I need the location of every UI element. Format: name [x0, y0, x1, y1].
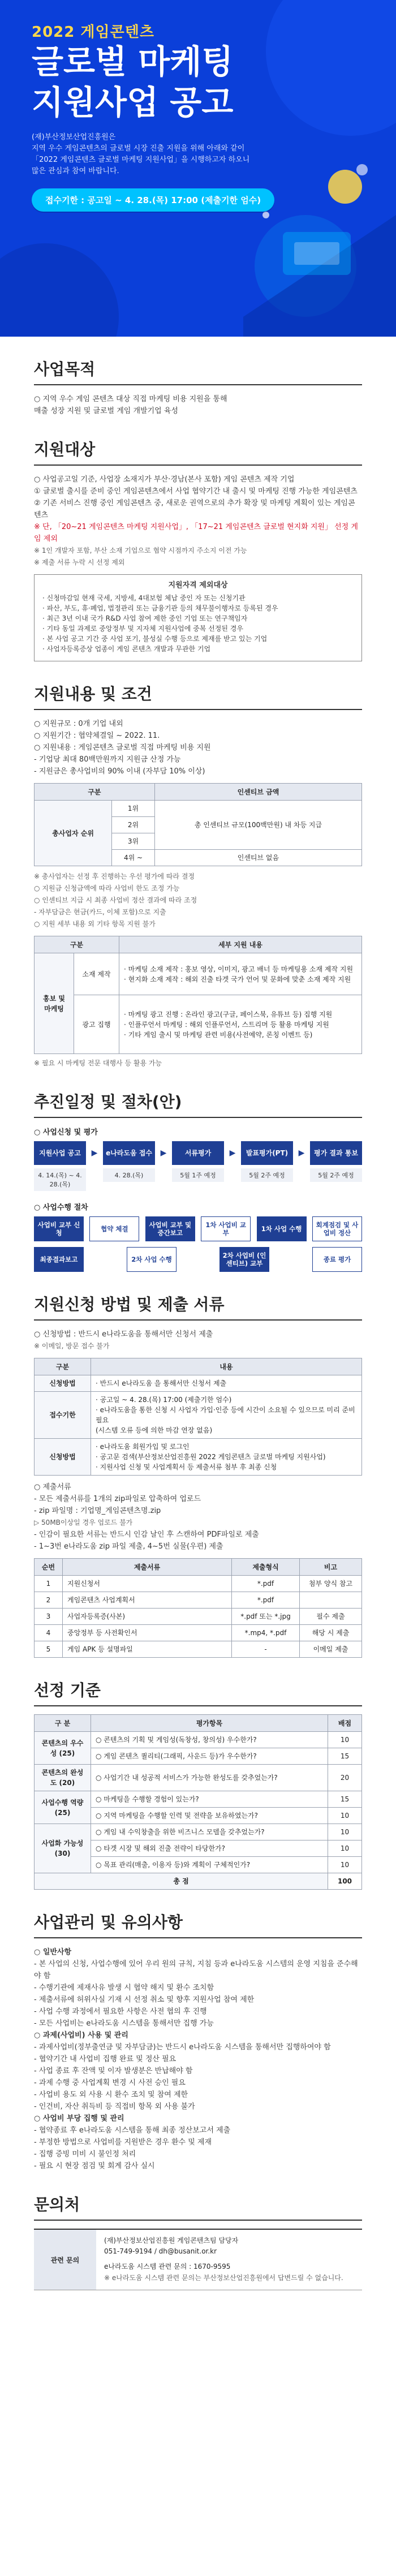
- contact-label: 관련 문의: [34, 2230, 96, 2290]
- section-title: 사업관리 및 유의사항: [34, 1910, 362, 1938]
- section-title: 사업목적: [34, 357, 362, 385]
- exclusion-box-title: 지원자격 제외대상: [168, 581, 228, 590]
- flow-step-label: 발표평가(PT): [241, 1141, 293, 1165]
- section-process: [34, 1090, 362, 1272]
- table-cell: 2위: [112, 817, 155, 833]
- table-cell: 5: [35, 1641, 63, 1658]
- table-cell: · 공고일 ~ 4. 28.(목) 17:00 (제출기한 엄수) · e나라도움을 통한 신청 시 사업자 가입·인증 등에 시간이 소요될 수 있으므로 미리 준비 필요 (시스템 오류 등에 의한 마감 연장 없음): [91, 1392, 362, 1439]
- process-subtitle: ○ 사업신청 및 평가: [34, 1128, 98, 1137]
- table-cell: 사업수행 역량 (25): [35, 1791, 91, 1824]
- table-row: [35, 1824, 362, 1840]
- table-cell: ○ 목표 관리(매출, 이용자 등)와 계획이 구체적인가?: [91, 1857, 328, 1873]
- docs-line: - 1~3번 e나라도움 zip 파일 제출, 4~5번 실물(우편) 제출: [34, 1542, 223, 1551]
- table-cell: 중앙정부 등 사전확인서: [63, 1625, 232, 1641]
- flow-step-label: e나라도움 접수: [103, 1141, 155, 1165]
- incentive-table: [34, 783, 362, 866]
- support-line: ○ 지원내용 : 게임콘텐츠 글로벌 직접 마케팅 비용 지원: [34, 743, 211, 752]
- table-row: [35, 1641, 362, 1658]
- exclusion-line: · 본 사업 공고 기간 중 사업 포기, 불성실 수행 등으로 제재를 받고 있는 기업: [42, 635, 268, 643]
- execution-step: 회계점검 및 사업비 정산: [312, 1216, 362, 1241]
- table-cell: 필수 제출: [300, 1609, 362, 1625]
- table-header: 구분: [35, 1358, 91, 1375]
- table-row: [35, 1392, 362, 1439]
- flow-step: [241, 1141, 293, 1182]
- table-row: [35, 1873, 362, 1890]
- exclusion-line: · 신청마감일 현재 국세, 지방세, 4대보험 체납 중인 자 또는 신청기관: [42, 594, 246, 602]
- flow-step-date: 4. 28.(목): [103, 1168, 155, 1182]
- table-row: [35, 1439, 362, 1476]
- table-cell: 10: [328, 1732, 362, 1748]
- flow-step: [34, 1141, 86, 1191]
- table-header: 내용: [91, 1358, 362, 1375]
- purpose-line: 매출 성장 지원 및 글로벌 게임 개발기업 육성: [34, 407, 178, 415]
- table-cell: ○ 게임 콘텐츠 퀄리티(그래픽, 사운드 등)가 우수한가?: [91, 1748, 328, 1765]
- contact-line: 051-749-9194 / dh@busanit.or.kr: [104, 2247, 217, 2255]
- caution-line: - 수행기관에 제재사유 발생 시 협약 해지 및 환수 조치함: [34, 1984, 214, 1992]
- table-cell: 15: [328, 1791, 362, 1808]
- table-cell: 게임콘텐츠 사업계획서: [63, 1592, 232, 1609]
- table-cell: ○ 사업기간 내 성공적 서비스가 가능한 완성도를 갖추었는가?: [91, 1765, 328, 1791]
- exclusion-line: · 사업자등록증상 업종이 게임 콘텐츠 개발과 무관한 기업: [42, 645, 211, 653]
- table-header: 배점: [328, 1715, 362, 1732]
- section-title: 지원내용 및 조건: [34, 682, 362, 710]
- table-row: [35, 1765, 362, 1791]
- table-row: [35, 1791, 362, 1808]
- contact-line: e나라도움 시스템 관련 문의 : 1670-9595: [104, 2263, 231, 2270]
- footer-spacer: [34, 2290, 362, 2304]
- table-row: [35, 1625, 362, 1641]
- table-row: [35, 1592, 362, 1609]
- table-row: [35, 1576, 362, 1592]
- support-note: - 자부담금은 현금(카드, 이체 포함)으로 지출: [34, 908, 166, 916]
- execution-step: 사업비 교부 및 중간보고: [145, 1216, 195, 1241]
- docs-intro: [34, 1481, 362, 1553]
- table-header: 인센티브 금액: [154, 784, 361, 801]
- table-cell: ○ 게임 내 수익창출을 위한 비즈니스 모델을 갖추었는가?: [91, 1824, 328, 1840]
- hero-title-line2: 지원사업 공고: [32, 83, 234, 122]
- table-header: 순번: [35, 1559, 63, 1576]
- support-note: ○ 지원 세부 내용 외 기타 항목 지원 불가: [34, 920, 156, 928]
- method-line: ※ 이메일, 방문 접수 불가: [34, 1342, 110, 1350]
- hero-year: 2022 게임콘텐츠: [32, 24, 154, 41]
- caution-line: - 과제 수행 중 사업계획 변경 시 사전 승인 필요: [34, 2079, 186, 2087]
- section-title: 선정 기준: [34, 1678, 362, 1706]
- table-cell: 해당 시 제출: [300, 1625, 362, 1641]
- hero-content: [32, 20, 371, 212]
- table-cell: 신청방법: [35, 1375, 91, 1392]
- table-cell: -: [232, 1641, 300, 1658]
- flow-step: [103, 1141, 155, 1182]
- table-header: 세부 지원 내용: [119, 936, 362, 953]
- section-title: 지원신청 방법 및 제출 서류: [34, 1292, 362, 1321]
- documents-table: [34, 1558, 362, 1658]
- table-cell: 10: [328, 1824, 362, 1840]
- table-cell: 10: [328, 1808, 362, 1824]
- section-support: [34, 682, 362, 1069]
- flow-step-date: 4. 14.(목) ~ 4. 28.(목): [34, 1168, 86, 1191]
- flow-step-date: 5월 2주 예정: [310, 1168, 362, 1182]
- execution-step: 협약 체결: [89, 1216, 139, 1241]
- target-line: ② 기존 서비스 진행 중인 게임콘텐츠 중, 새로운 권역으로의 추가 확장 및 마케팅 계획이 있는 게임콘텐츠: [34, 499, 355, 519]
- caution-line: ○ 사업비 부당 집행 및 관리: [34, 2114, 124, 2123]
- caution-line: - 협약종료 후 e나라도움 시스템을 통해 최종 정산보고서 제출: [34, 2126, 231, 2135]
- table-cell: *.mp4, *.pdf: [232, 1625, 300, 1641]
- table-header: 구분: [35, 784, 155, 801]
- application-flow: [34, 1141, 362, 1191]
- table-cell: 접수기한: [35, 1392, 91, 1439]
- execution-step: 최종결과보고: [34, 1247, 84, 1272]
- deadline-badge: 접수기한 : 공고일 ~ 4. 28.(목) 17:00 (제출기한 엄수): [32, 188, 274, 212]
- support-line: - 지원금은 총사업비의 90% 이내 (자부담 10% 이상): [34, 767, 205, 776]
- caution-line: - 모든 사업비는 e나라도움 시스템을 통해서만 집행 가능: [34, 2019, 214, 2028]
- process-subtitle: ○ 사업수행 절차: [34, 1203, 88, 1212]
- execution-step: 2차 사업 수행: [127, 1247, 177, 1272]
- execution-flow: [34, 1216, 362, 1272]
- table-header: 제출형식: [232, 1559, 300, 1576]
- hero-desc-line: 지역 우수 게임콘텐츠의 글로벌 시장 진출 지원을 위해 아래와 같이: [32, 144, 245, 153]
- table-cell: 10: [328, 1840, 362, 1857]
- flow-step-date: 5월 2주 예정: [241, 1168, 293, 1182]
- table-header-row: [35, 1715, 362, 1732]
- support-line: ○ 지원규모 : 0개 기업 내외: [34, 720, 123, 728]
- hero-desc-line: 「2022 게임콘텐츠 글로벌 마케팅 지원사업」을 시행하고자 하오니: [32, 156, 250, 164]
- table-cell: 게임 APK 등 설명파일: [63, 1641, 232, 1658]
- table-cell: 4: [35, 1625, 63, 1641]
- table-row: [35, 1609, 362, 1625]
- table-cell: *.pdf: [232, 1576, 300, 1592]
- execution-step: 종료 평가: [312, 1247, 362, 1272]
- table-cell: 사업화 가능성 (30): [35, 1824, 91, 1873]
- arrow-right-icon: ▶: [160, 1149, 167, 1158]
- caution-line: - 사업 종료 후 잔액 및 이자 발생분은 반납해야 함: [34, 2067, 193, 2075]
- table-cell: 1: [35, 1576, 63, 1592]
- table-cell: 10: [328, 1857, 362, 1873]
- caution-line: - 부정한 방법으로 사업비를 지원받은 경우 환수 및 제재: [34, 2138, 212, 2147]
- table-header: 제출서류: [63, 1559, 232, 1576]
- flow-step-date: 5월 1주 예정: [172, 1168, 224, 1182]
- table-cell: · 반드시 e나라도움 을 통해서만 신청서 제출: [91, 1375, 362, 1392]
- section-purpose: [34, 357, 362, 417]
- main-content: [0, 357, 396, 2304]
- section-contact: [34, 2192, 362, 2290]
- execution-step: 1차 사업비 교부: [201, 1216, 251, 1241]
- arrow-right-icon: ▶: [298, 1149, 305, 1158]
- table-header-row: [35, 784, 362, 801]
- flow-step: [310, 1141, 362, 1182]
- target-line: ※ 1인 개발자 포함, 부산 소재 기업으로 협약 시점까지 주소지 이전 가능: [34, 547, 247, 554]
- caution-line: - 사업비 용도 외 사용 시 환수 조치 및 참여 제한: [34, 2091, 188, 2099]
- table-cell: 광고 집행: [74, 995, 119, 1054]
- table-header: 평가항목: [91, 1715, 328, 1732]
- table-header: 구 분: [35, 1715, 91, 1732]
- support-note: ※ 총사업자는 선정 후 진행하는 우선 평가에 따라 결정: [34, 872, 195, 880]
- docs-line: - 모든 제출서류를 1개의 zip파일로 압축하여 업로드: [34, 1495, 201, 1503]
- caution-line: - 과제사업비(정부출연금 및 자부담금)는 반드시 e나라도움 시스템을 통해서만 집행하여야 함: [34, 2043, 331, 2052]
- table-cell: 인센티브 없음: [154, 850, 361, 866]
- table-header: 구분: [35, 936, 119, 953]
- table-cell: 이메일 제출: [300, 1641, 362, 1658]
- execution-step: 2차 사업비 (인센티브) 교부: [219, 1247, 269, 1272]
- hero-desc-line: 많은 관심과 참여 바랍니다.: [32, 167, 119, 175]
- table-header-row: [35, 1559, 362, 1576]
- section-cautions: [34, 1910, 362, 2172]
- flow-step-label: 평가 결과 통보: [310, 1141, 362, 1165]
- table-cell: ○ 지역 마케팅을 수행할 인력 및 전략을 보유하였는가?: [91, 1808, 328, 1824]
- section-method: [34, 1292, 362, 1658]
- target-line: ① 글로벌 출시를 준비 중인 게임콘텐츠에서 사업 협약기간 내 출시 및 마케팅 진행 가능한 게임콘텐츠: [34, 487, 358, 496]
- hero-banner: [0, 0, 396, 337]
- contact-line: [104, 2257, 354, 2261]
- caution-line: - 필요 시 현장 점검 및 회계 감사 실시: [34, 2162, 155, 2170]
- table-cell: · 마케팅 광고 진행 : 온라인 광고(구글, 페이스북, 유튜브 등) 집행 지원 · 인플루언서 마케팅 : 해외 인플루언서, 스트리머 등 활용 마케팅 지원 · 기타 게임 출시 및 마케팅 관련 비용(사전예약, 론칭 이벤트 등): [119, 995, 362, 1054]
- table-cell: 사업자등록증(사본): [63, 1609, 232, 1625]
- flow-step-label: 지원사업 공고: [34, 1141, 86, 1165]
- caution-line: - 인건비, 자산 취득비 등 직접비 항목 외 사용 불가: [34, 2102, 195, 2111]
- caution-line: - 협약기간 내 사업비 집행 완료 및 정산 필요: [34, 2055, 177, 2063]
- table-cell: 15: [328, 1748, 362, 1765]
- docs-line: ▷ 50MB이상일 경우 업로드 불가: [34, 1519, 133, 1526]
- docs-line: ○ 제출서류: [34, 1483, 71, 1491]
- target-line: ※ 단, 「20~21 게임콘텐츠 마케팅 지원사업」, 「17~21 게임콘텐츠 글로벌 현지화 지원」 선정 게임 제외: [34, 523, 358, 543]
- table-row: [35, 1732, 362, 1748]
- table-cell: 총 점: [35, 1873, 328, 1890]
- support-notes: [34, 871, 362, 930]
- table-cell: ○ 마케팅을 수행할 경험이 있는가?: [91, 1791, 328, 1808]
- docs-line: - zip 파일명 : 기업명_게임콘텐츠명.zip: [34, 1507, 161, 1515]
- section-target: [34, 437, 362, 661]
- contact-line: (재)부산정보산업진흥원 게임콘텐츠팀 담당자: [104, 2237, 239, 2244]
- purpose-line: ○ 지역 우수 게임 콘텐츠 대상 직접 마케팅 비용 지원을 통해: [34, 395, 227, 403]
- support-note: ○ 지원금 신청금액에 따라 사업비 한도 조정 가능: [34, 884, 180, 892]
- application-table: [34, 1358, 362, 1476]
- flow-step-label: 서류평가: [172, 1141, 224, 1165]
- arrow-right-icon: ▶: [229, 1149, 236, 1158]
- table-row: [35, 995, 362, 1054]
- flow-step: [172, 1141, 224, 1182]
- section-title: 문의처: [34, 2192, 362, 2221]
- table-cell: 소재 제작: [74, 953, 119, 995]
- target-line: ○ 사업공고일 기준, 사업장 소재지가 부산·경남(본사 포함) 게임 콘텐츠 제작 기업: [34, 475, 295, 484]
- table-header-row: [35, 936, 362, 953]
- table-cell: *.pdf 또는 *.jpg: [232, 1609, 300, 1625]
- exclusion-line: · 최근 3년 이내 국가 R&D 사업 참여 제한 중인 기업 또는 연구책임자: [42, 614, 248, 622]
- docs-line: - 인감이 필요한 서류는 반드시 인감 날인 후 스캔하여 PDF파일로 제출: [34, 1530, 259, 1539]
- table-cell: 3위: [112, 833, 155, 850]
- table-cell: · 마케팅 소재 제작 : 홍보 영상, 이미지, 광고 배너 등 마케팅용 소재 제작 지원 · 현지화 소재 제작 : 해외 진출 타겟 국가 언어 및 문화에 맞춘 소재 제작 지원: [119, 953, 362, 995]
- table-cell: [300, 1592, 362, 1609]
- caution-line: ○ 과제(사업비) 사용 및 관리: [34, 2031, 128, 2040]
- support-line: - 기업당 최대 80백만원까지 지원금 산정 가능: [34, 755, 181, 764]
- table-cell: 3: [35, 1609, 63, 1625]
- caution-line: - 본 사업의 신청, 사업수행에 있어 우리 원의 규칙, 지침 등과 e나라도움 시스템의 운영 지침을 준수해야 함: [34, 1960, 358, 1980]
- target-line: ※ 제출 서류 누락 시 선정 제외: [34, 558, 125, 566]
- table-cell: 콘텐츠의 완성도 (20): [35, 1765, 91, 1791]
- support-line: ○ 지원기간 : 협약체결일 ~ 2022. 11.: [34, 732, 160, 740]
- table-cell: 총사업자 순위: [35, 801, 112, 866]
- table-cell: 20: [328, 1765, 362, 1791]
- table-cell: *.pdf: [232, 1592, 300, 1609]
- exclusion-line: · 기타 동일 과제로 중앙정부 및 지자체 지원사업에 중복 선정된 경우: [42, 625, 243, 633]
- caution-line: ○ 일반사항: [34, 1948, 72, 1956]
- contact-box: [34, 2229, 362, 2290]
- table-row: [35, 953, 362, 995]
- table-cell: 1위: [112, 801, 155, 817]
- table-cell: ○ 콘텐츠의 기획 및 게임성(독창성, 창의성) 우수한가?: [91, 1732, 328, 1748]
- hero-description: [32, 132, 298, 177]
- table-cell: · e나라도움 회원가입 및 로그인 · 공고문 검색(부산정보산업진흥원 2022 게임콘텐츠 글로벌 마케팅 지원사업) · 지원사업 신청 및 사업계획서 등 제출서류 첨부 후 최종 신청: [91, 1439, 362, 1476]
- caution-line: - 사업 수행 과정에서 필요한 사항은 사전 협의 후 진행: [34, 2007, 207, 2016]
- table-header-row: [35, 1358, 362, 1375]
- support-table-note: ※ 필요 시 마케팅 전문 대행사 등 활용 가능: [34, 1059, 162, 1067]
- arrow-right-icon: ▶: [91, 1149, 98, 1158]
- table-row: [35, 801, 362, 817]
- table-cell: 4위 ~: [112, 850, 155, 866]
- hero-title-line1: 글로벌 마케팅: [32, 42, 234, 81]
- method-line: ○ 신청방법 : 반드시 e나라도움을 통해서만 신청서 제출: [34, 1330, 213, 1339]
- table-cell: 2: [35, 1592, 63, 1609]
- caution-line: - 제출서류에 허위사실 기재 시 선정 취소 및 향후 지원사업 참여 제한: [34, 1996, 255, 2004]
- exclusion-box: [34, 574, 362, 661]
- table-row: [35, 1375, 362, 1392]
- section-title: 추진일정 및 절차(안): [34, 1090, 362, 1118]
- support-note: ○ 인센티브 지급 시 최종 사업비 정산 결과에 따라 조정: [34, 896, 197, 904]
- table-cell: 신청방법: [35, 1439, 91, 1476]
- contact-details: [96, 2230, 362, 2290]
- evaluation-table: [34, 1714, 362, 1890]
- section-title: 지원대상: [34, 437, 362, 466]
- execution-step: 1차 사업 수행: [257, 1216, 307, 1241]
- hero-desc-line: (재)부산정보산업진흥원은: [32, 133, 116, 141]
- table-header: 비고: [300, 1559, 362, 1576]
- table-cell: 총 인센티브 규모(100백만원) 내 차등 지급: [154, 801, 361, 850]
- support-detail-table: [34, 936, 362, 1054]
- contact-line: ※ e나라도움 시스템 관련 문의는 부산정보산업진흥원에서 답변드릴 수 없습니다.: [104, 2274, 343, 2282]
- table-cell: 콘텐츠의 우수성 (25): [35, 1732, 91, 1765]
- table-cell: 지원신청서: [63, 1576, 232, 1592]
- table-cell: 첨부 양식 참고: [300, 1576, 362, 1592]
- section-evaluation: [34, 1678, 362, 1890]
- exclusion-line: · 파산, 부도, 휴·폐업, 법정관리 또는 금융기관 등의 채무불이행자로 등록된 경우: [42, 604, 278, 612]
- table-cell: 100: [328, 1873, 362, 1890]
- execution-step: 사업비 교부 신청: [34, 1216, 84, 1241]
- table-cell: 홍보 및 마케팅: [35, 953, 74, 1054]
- caution-line: - 집행 증빙 미비 시 불인정 처리: [34, 2150, 136, 2158]
- table-cell: ○ 타겟 시장 및 해외 진출 전략이 타당한가?: [91, 1840, 328, 1857]
